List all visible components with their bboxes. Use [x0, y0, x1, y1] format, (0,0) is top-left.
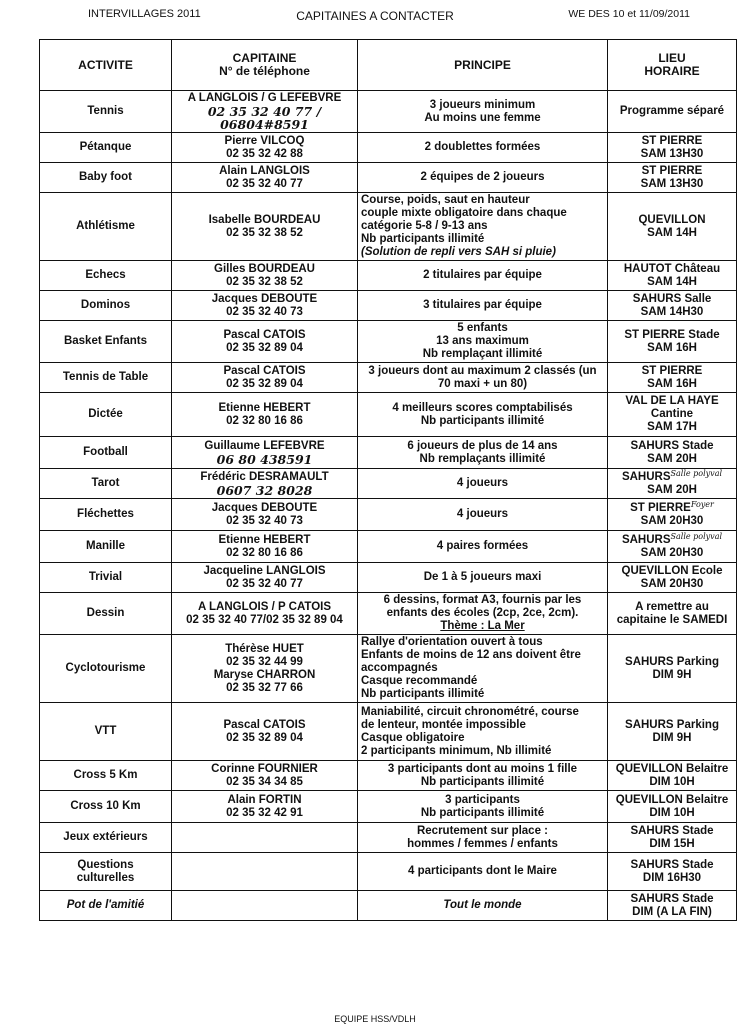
cell-lieu: [608, 853, 737, 891]
table-row: [40, 469, 737, 499]
principe-line: (Solution de repli vers SAH si pluie): [361, 246, 556, 258]
lieu-line: SAM 16H: [647, 377, 697, 390]
principe-line: 4 meilleurs scores comptabilisés: [392, 401, 573, 414]
cell-lieu: [608, 761, 737, 791]
principe-line: 2 titulaires par équipe: [423, 269, 542, 281]
cell-lieu: [608, 891, 737, 921]
activite-line: Tarot: [91, 477, 120, 489]
activite-line: Tennis: [87, 105, 124, 117]
principe-line: Course, poids, saut en hauteur: [361, 194, 530, 206]
cell-lieu: [608, 635, 737, 703]
lieu-line: SAHURS Stade: [630, 824, 714, 837]
capitaine-line: Etienne HEBERT: [218, 401, 311, 414]
cell-lieu: [608, 193, 737, 261]
table-row: [40, 163, 737, 193]
table-row: [40, 823, 737, 853]
cell-activite: [40, 853, 172, 891]
lieu-line: DIM 9H: [652, 731, 692, 744]
lieu-line: DIM 15H: [649, 837, 695, 850]
cell-activite: [40, 291, 172, 321]
capitaine-line: Guillaume LEFEBVRE: [204, 439, 325, 452]
capitaine-line: 0607 32 8028: [216, 482, 313, 498]
header-left: INTERVILLAGES 2011: [88, 8, 201, 20]
activite-line: Football: [83, 446, 128, 458]
cell-capitaine: [172, 291, 358, 321]
capitaine-line: Alain FORTIN: [227, 793, 302, 806]
cell-lieu: [608, 133, 737, 163]
handwritten-note: Salle polyval: [670, 468, 723, 478]
lieu-line: SAM 20H30: [640, 546, 704, 559]
cell-principe: [358, 853, 608, 891]
lieu-line: ST PIERRE$^{Foyer}$: [630, 499, 714, 514]
activite-line: Cross 10 Km: [70, 800, 141, 812]
principe-line: Nb participants illimité: [420, 775, 545, 788]
cell-principe: [358, 823, 608, 853]
principe-line: Enfants de moins de 12 ans doivent être: [361, 649, 581, 661]
cell-activite: [40, 261, 172, 291]
table-header-row: [40, 40, 737, 91]
cell-capitaine: [172, 823, 358, 853]
table-row: [40, 133, 737, 163]
lieu-line: A remettre au: [635, 600, 709, 613]
capitaine-line: 02 35 32 40 77/02 35 32 89 04: [186, 613, 343, 626]
lieu-line: SAHURS Parking: [625, 655, 719, 668]
table-row: [40, 261, 737, 291]
lieu-line: SAM 20H: [647, 483, 697, 496]
activite-line: Echecs: [85, 269, 126, 281]
capitaine-line: Pascal CATOIS: [223, 718, 306, 731]
capitaine-line: Jacques DEBOUTE: [211, 501, 318, 514]
handwritten-note: Salle polyval: [670, 531, 723, 541]
activite-line: Pot de l'amitié: [66, 899, 145, 911]
cell-capitaine: [172, 133, 358, 163]
table-row: [40, 703, 737, 761]
cell-principe: [358, 133, 608, 163]
cell-capitaine: [172, 321, 358, 363]
activite-line: Dominos: [80, 299, 131, 311]
cell-activite: [40, 563, 172, 593]
activite-line: Cross 5 Km: [73, 769, 138, 781]
principe-line: Nb remplaçants illimité: [419, 452, 546, 465]
lieu-line: DIM 9H: [652, 668, 692, 681]
activite-line: Manille: [86, 540, 125, 552]
capitaine-line: Isabelle BOURDEAU: [208, 213, 321, 226]
cell-capitaine: [172, 469, 358, 499]
cell-capitaine: [172, 261, 358, 291]
capitaine-line: Jacques DEBOUTE: [211, 292, 318, 305]
cell-principe: [358, 891, 608, 921]
table-row: [40, 853, 737, 891]
cell-capitaine: [172, 761, 358, 791]
principe-line: 4 joueurs: [456, 508, 509, 520]
activite-line: Tennis de Table: [62, 371, 149, 383]
table-row: [40, 363, 737, 393]
handwritten-note: Foyer: [690, 499, 714, 509]
lieu-line: SAM 20H30: [640, 577, 704, 590]
principe-line: de lenteur, montée impossible: [361, 718, 526, 731]
cell-lieu: [608, 593, 737, 635]
cell-activite: [40, 393, 172, 437]
table-row: [40, 321, 737, 363]
lieu-line: DIM (A LA FIN): [632, 905, 712, 918]
activite-line: VTT: [94, 725, 117, 737]
capitaine-line: Maryse CHARRON: [213, 668, 316, 681]
lieu-line: capitaine le SAMEDI: [616, 613, 728, 626]
principe-line: Casque recommandé: [361, 675, 478, 687]
cell-capitaine: [172, 635, 358, 703]
lieu-line: SAM 14H: [647, 226, 697, 239]
cell-activite: [40, 163, 172, 193]
page-title: CAPITAINES A CONTACTER: [296, 9, 454, 23]
cell-capitaine: [172, 393, 358, 437]
cell-principe: [358, 437, 608, 469]
lieu-line: SAHURS Stade: [630, 439, 714, 452]
capitaine-line: Pascal CATOIS: [223, 364, 306, 377]
capitaine-line: 02 35 32 40 77 / 06804#8591: [207, 104, 322, 132]
cell-activite: [40, 499, 172, 531]
activite-line: culturelles: [76, 871, 135, 884]
capitaine-line: Frédéric DESRAMAULT: [200, 470, 329, 483]
capitaine-line: 02 35 32 89 04: [226, 341, 303, 354]
cell-capitaine: [172, 853, 358, 891]
lieu-line: SAHURS$^{Salle polyval}$: [621, 531, 723, 546]
lieu-line: QUEVILLON Belaitre: [615, 762, 729, 775]
cell-activite: [40, 593, 172, 635]
cell-lieu: [608, 531, 737, 563]
principe-line: 4 participants dont le Maire: [408, 865, 557, 877]
table-row: [40, 563, 737, 593]
cell-activite: [40, 891, 172, 921]
principe-line: Nb participants illimité: [420, 806, 545, 819]
cell-principe: [358, 499, 608, 531]
table-row: [40, 393, 737, 437]
footer: EQUIPE HSS/VDLH: [334, 1014, 416, 1024]
capitaine-line: Corinne FOURNIER: [211, 762, 318, 775]
lieu-line: ST PIERRE Stade: [624, 328, 720, 341]
capitaine-line: Pascal CATOIS: [223, 328, 306, 341]
principe-line: 3 joueurs minimum: [429, 98, 536, 111]
principe-line: 70 maxi + un 80): [437, 377, 528, 390]
principe-line: 6 joueurs de plus de 14 ans: [407, 439, 558, 452]
lieu-line: DIM 16H30: [642, 871, 702, 884]
capitaine-line: Jacqueline LANGLOIS: [203, 564, 326, 577]
principe-line: 3 participants dont au moins 1 fille: [387, 762, 578, 775]
cell-activite: [40, 823, 172, 853]
capitaine-line: 02 35 32 40 77: [226, 177, 303, 190]
activite-line: Jeux extérieurs: [63, 831, 148, 843]
cell-lieu: [608, 393, 737, 437]
cell-lieu: [608, 791, 737, 823]
table-row: [40, 193, 737, 261]
capitaine-line: 02 35 32 44 99: [226, 655, 303, 668]
cell-activite: [40, 469, 172, 499]
lieu-line: SAHURS Salle: [632, 292, 712, 305]
capitaine-line: A LANGLOIS / P CATOIS: [197, 600, 332, 613]
cell-lieu: [608, 291, 737, 321]
cell-activite: [40, 761, 172, 791]
principe-line: Maniabilité, circuit chronométré, course: [361, 705, 579, 718]
principe-line: 13 ans maximum: [436, 335, 529, 347]
table-row: [40, 791, 737, 823]
lieu-line: ST PIERRE: [641, 134, 703, 147]
principe-line: Tout le monde: [443, 899, 522, 911]
principe-line: 2 équipes de 2 joueurs: [420, 171, 545, 183]
cell-principe: [358, 703, 608, 761]
capitaine-line: 06 80 438591: [216, 451, 313, 467]
cell-lieu: [608, 499, 737, 531]
cell-activite: [40, 791, 172, 823]
cell-activite: [40, 703, 172, 761]
principe-line: Nb remplaçant illimité: [422, 348, 543, 360]
cell-activite: [40, 91, 172, 133]
cell-principe: [358, 531, 608, 563]
capitaine-line: 02 35 32 40 77: [226, 577, 303, 590]
lieu-line: Programme séparé: [619, 105, 725, 117]
cell-capitaine: [172, 363, 358, 393]
cell-principe: [358, 469, 608, 499]
column-header-lieu: LIEU HORAIRE: [608, 40, 737, 91]
lieu-line: SAHURS$^{Salle polyval}$: [621, 468, 723, 483]
column-header-capitaine: CAPITAINE N° de téléphone: [172, 40, 358, 91]
principe-line: Casque obligatoire: [361, 731, 465, 744]
capitaine-line: A LANGLOIS / G LEFEBVRE: [187, 92, 342, 104]
cell-lieu: [608, 91, 737, 133]
cell-activite: [40, 321, 172, 363]
cell-activite: [40, 635, 172, 703]
capitaine-line: 02 32 80 16 86: [226, 414, 303, 427]
cell-principe: [358, 635, 608, 703]
lieu-line: SAHURS Stade: [630, 858, 714, 871]
table-row: [40, 291, 737, 321]
lieu-line: SAM 20H: [647, 452, 697, 465]
table-row: [40, 891, 737, 921]
table-row: [40, 593, 737, 635]
cell-principe: [358, 193, 608, 261]
table-row: [40, 531, 737, 563]
capitaine-line: 02 35 32 42 88: [226, 147, 303, 160]
activite-line: Pétanque: [79, 141, 132, 153]
principe-line: Nb participants illimité: [420, 414, 545, 427]
cell-principe: [358, 363, 608, 393]
lieu-line: QUEVILLON: [638, 213, 706, 226]
lieu-line: SAHURS Parking: [625, 718, 719, 731]
principe-line: 2 doublettes formées: [424, 141, 541, 153]
table-row: [40, 635, 737, 703]
lieu-line: SAM 20H30: [640, 514, 704, 527]
cell-lieu: [608, 163, 737, 193]
cell-principe: [358, 593, 608, 635]
activite-line: Cyclotourisme: [65, 662, 146, 674]
activite-line: Baby foot: [78, 171, 133, 183]
lieu-line: Cantine: [650, 408, 694, 420]
table-row: [40, 437, 737, 469]
lieu-line: DIM 10H: [649, 806, 695, 819]
principe-line: 4 paires formées: [436, 540, 529, 552]
principe-line: enfants des écoles (2cp, 2ce, 2cm).: [386, 607, 579, 619]
cell-capitaine: [172, 437, 358, 469]
cell-capitaine: [172, 891, 358, 921]
lieu-line: HAUTOT Château: [623, 262, 721, 275]
capitaine-line: 02 35 32 77 66: [226, 681, 303, 694]
lieu-line: ST PIERRE: [641, 364, 703, 377]
principe-line: 3 joueurs dont au maximum 2 classés (un: [368, 364, 597, 377]
activite-line: Dictée: [88, 408, 123, 420]
lieu-line: VAL DE LA HAYE: [625, 395, 719, 407]
capitaine-line: Pierre VILCOQ: [224, 134, 305, 147]
cell-capitaine: [172, 593, 358, 635]
principe-line: Au moins une femme: [424, 111, 541, 124]
cell-principe: [358, 163, 608, 193]
principe-line: Nb participants illimité: [361, 688, 485, 700]
capitaine-line: 02 35 32 38 52: [226, 226, 303, 239]
cell-capitaine: [172, 563, 358, 593]
lieu-line: QUEVILLON Ecole: [621, 564, 723, 577]
table-row: [40, 499, 737, 531]
lieu-line: SAM 14H: [647, 275, 697, 288]
principe-line: 2 participants minimum, Nb illimité: [361, 744, 552, 757]
principe-line: Thème : La Mer: [440, 620, 525, 632]
capitaine-line: Gilles BOURDEAU: [214, 262, 315, 275]
activite-line: Trivial: [88, 571, 123, 583]
cell-principe: [358, 261, 608, 291]
table-body: [40, 91, 737, 921]
capitaine-line: 02 35 32 42 91: [226, 806, 303, 819]
capitaine-line: 02 35 32 40 73: [226, 514, 303, 527]
cell-capitaine: [172, 499, 358, 531]
lieu-line: SAM 13H30: [640, 147, 704, 160]
cell-capitaine: [172, 193, 358, 261]
principe-line: couple mixte obligatoire dans chaque: [361, 207, 567, 219]
capitaine-line: Etienne HEBERT: [218, 533, 311, 546]
principe-line: Recrutement sur place :: [416, 824, 548, 837]
principe-line: 3 participants: [445, 793, 520, 806]
cell-principe: [358, 393, 608, 437]
table-row: [40, 761, 737, 791]
cell-principe: [358, 761, 608, 791]
cell-lieu: [608, 823, 737, 853]
cell-lieu: [608, 469, 737, 499]
cell-principe: [358, 321, 608, 363]
lieu-line: SAHURS Stade: [630, 892, 714, 905]
lieu-line: SAM 13H30: [640, 177, 704, 190]
column-header-principe: PRINCIPE: [358, 40, 608, 91]
principe-line: De 1 à 5 joueurs maxi: [423, 571, 542, 583]
cell-principe: [358, 791, 608, 823]
capitaine-line: 02 35 34 34 85: [226, 775, 303, 788]
cell-activite: [40, 133, 172, 163]
cell-principe: [358, 91, 608, 133]
cell-activite: [40, 193, 172, 261]
capitaine-line: Thérèse HUET: [225, 642, 304, 655]
cell-principe: [358, 291, 608, 321]
cell-lieu: [608, 437, 737, 469]
cell-lieu: [608, 563, 737, 593]
cell-lieu: [608, 703, 737, 761]
activite-line: Questions: [77, 858, 134, 871]
lieu-line: SAM 14H30: [640, 305, 704, 318]
lieu-line: QUEVILLON Belaitre: [615, 793, 729, 806]
cell-activite: [40, 531, 172, 563]
capitaine-line: 02 35 32 38 52: [226, 275, 303, 288]
cell-capitaine: [172, 91, 358, 133]
principe-line: 6 dessins, format A3, fournis par les: [383, 594, 582, 606]
capitaine-line: 02 32 80 16 86: [226, 546, 303, 559]
principe-line: Nb participants illimité: [361, 233, 485, 245]
header-date: WE DES 10 et 11/09/2011: [568, 8, 690, 20]
cell-capitaine: [172, 531, 358, 563]
lieu-line: SAM 16H: [647, 341, 697, 354]
capitaine-line: 02 35 32 89 04: [226, 377, 303, 390]
cell-lieu: [608, 363, 737, 393]
cell-activite: [40, 437, 172, 469]
cell-lieu: [608, 321, 737, 363]
table-row: [40, 91, 737, 133]
activite-line: Athlétisme: [76, 220, 135, 232]
cell-lieu: [608, 261, 737, 291]
cell-activite: [40, 363, 172, 393]
activite-line: Dessin: [86, 607, 125, 619]
cell-principe: [358, 563, 608, 593]
principe-line: 4 joueurs: [456, 477, 509, 489]
cell-capitaine: [172, 163, 358, 193]
capitaine-line: Alain LANGLOIS: [219, 164, 310, 177]
principe-line: hommes / femmes / enfants: [407, 837, 558, 850]
capitaine-line: 02 35 32 89 04: [226, 731, 303, 744]
activite-line: Fléchettes: [77, 508, 134, 520]
lieu-line: SAM 17H: [647, 421, 697, 433]
principe-line: catégorie 5-8 / 9-13 ans: [361, 220, 488, 232]
principe-line: 5 enfants: [457, 322, 508, 334]
lieu-line: ST PIERRE: [641, 164, 703, 177]
capitaine-line: 02 35 32 40 73: [226, 305, 303, 318]
principe-line: accompagnés: [361, 662, 438, 674]
principe-line: Rallye d'orientation ouvert à tous: [361, 636, 543, 648]
column-header-activite: ACTIVITE: [40, 40, 172, 91]
principe-line: 3 titulaires par équipe: [423, 299, 542, 311]
activite-line: Basket Enfants: [63, 335, 148, 347]
cell-capitaine: [172, 791, 358, 823]
captains-table: [39, 39, 737, 921]
cell-capitaine: [172, 703, 358, 761]
lieu-line: DIM 10H: [649, 775, 695, 788]
